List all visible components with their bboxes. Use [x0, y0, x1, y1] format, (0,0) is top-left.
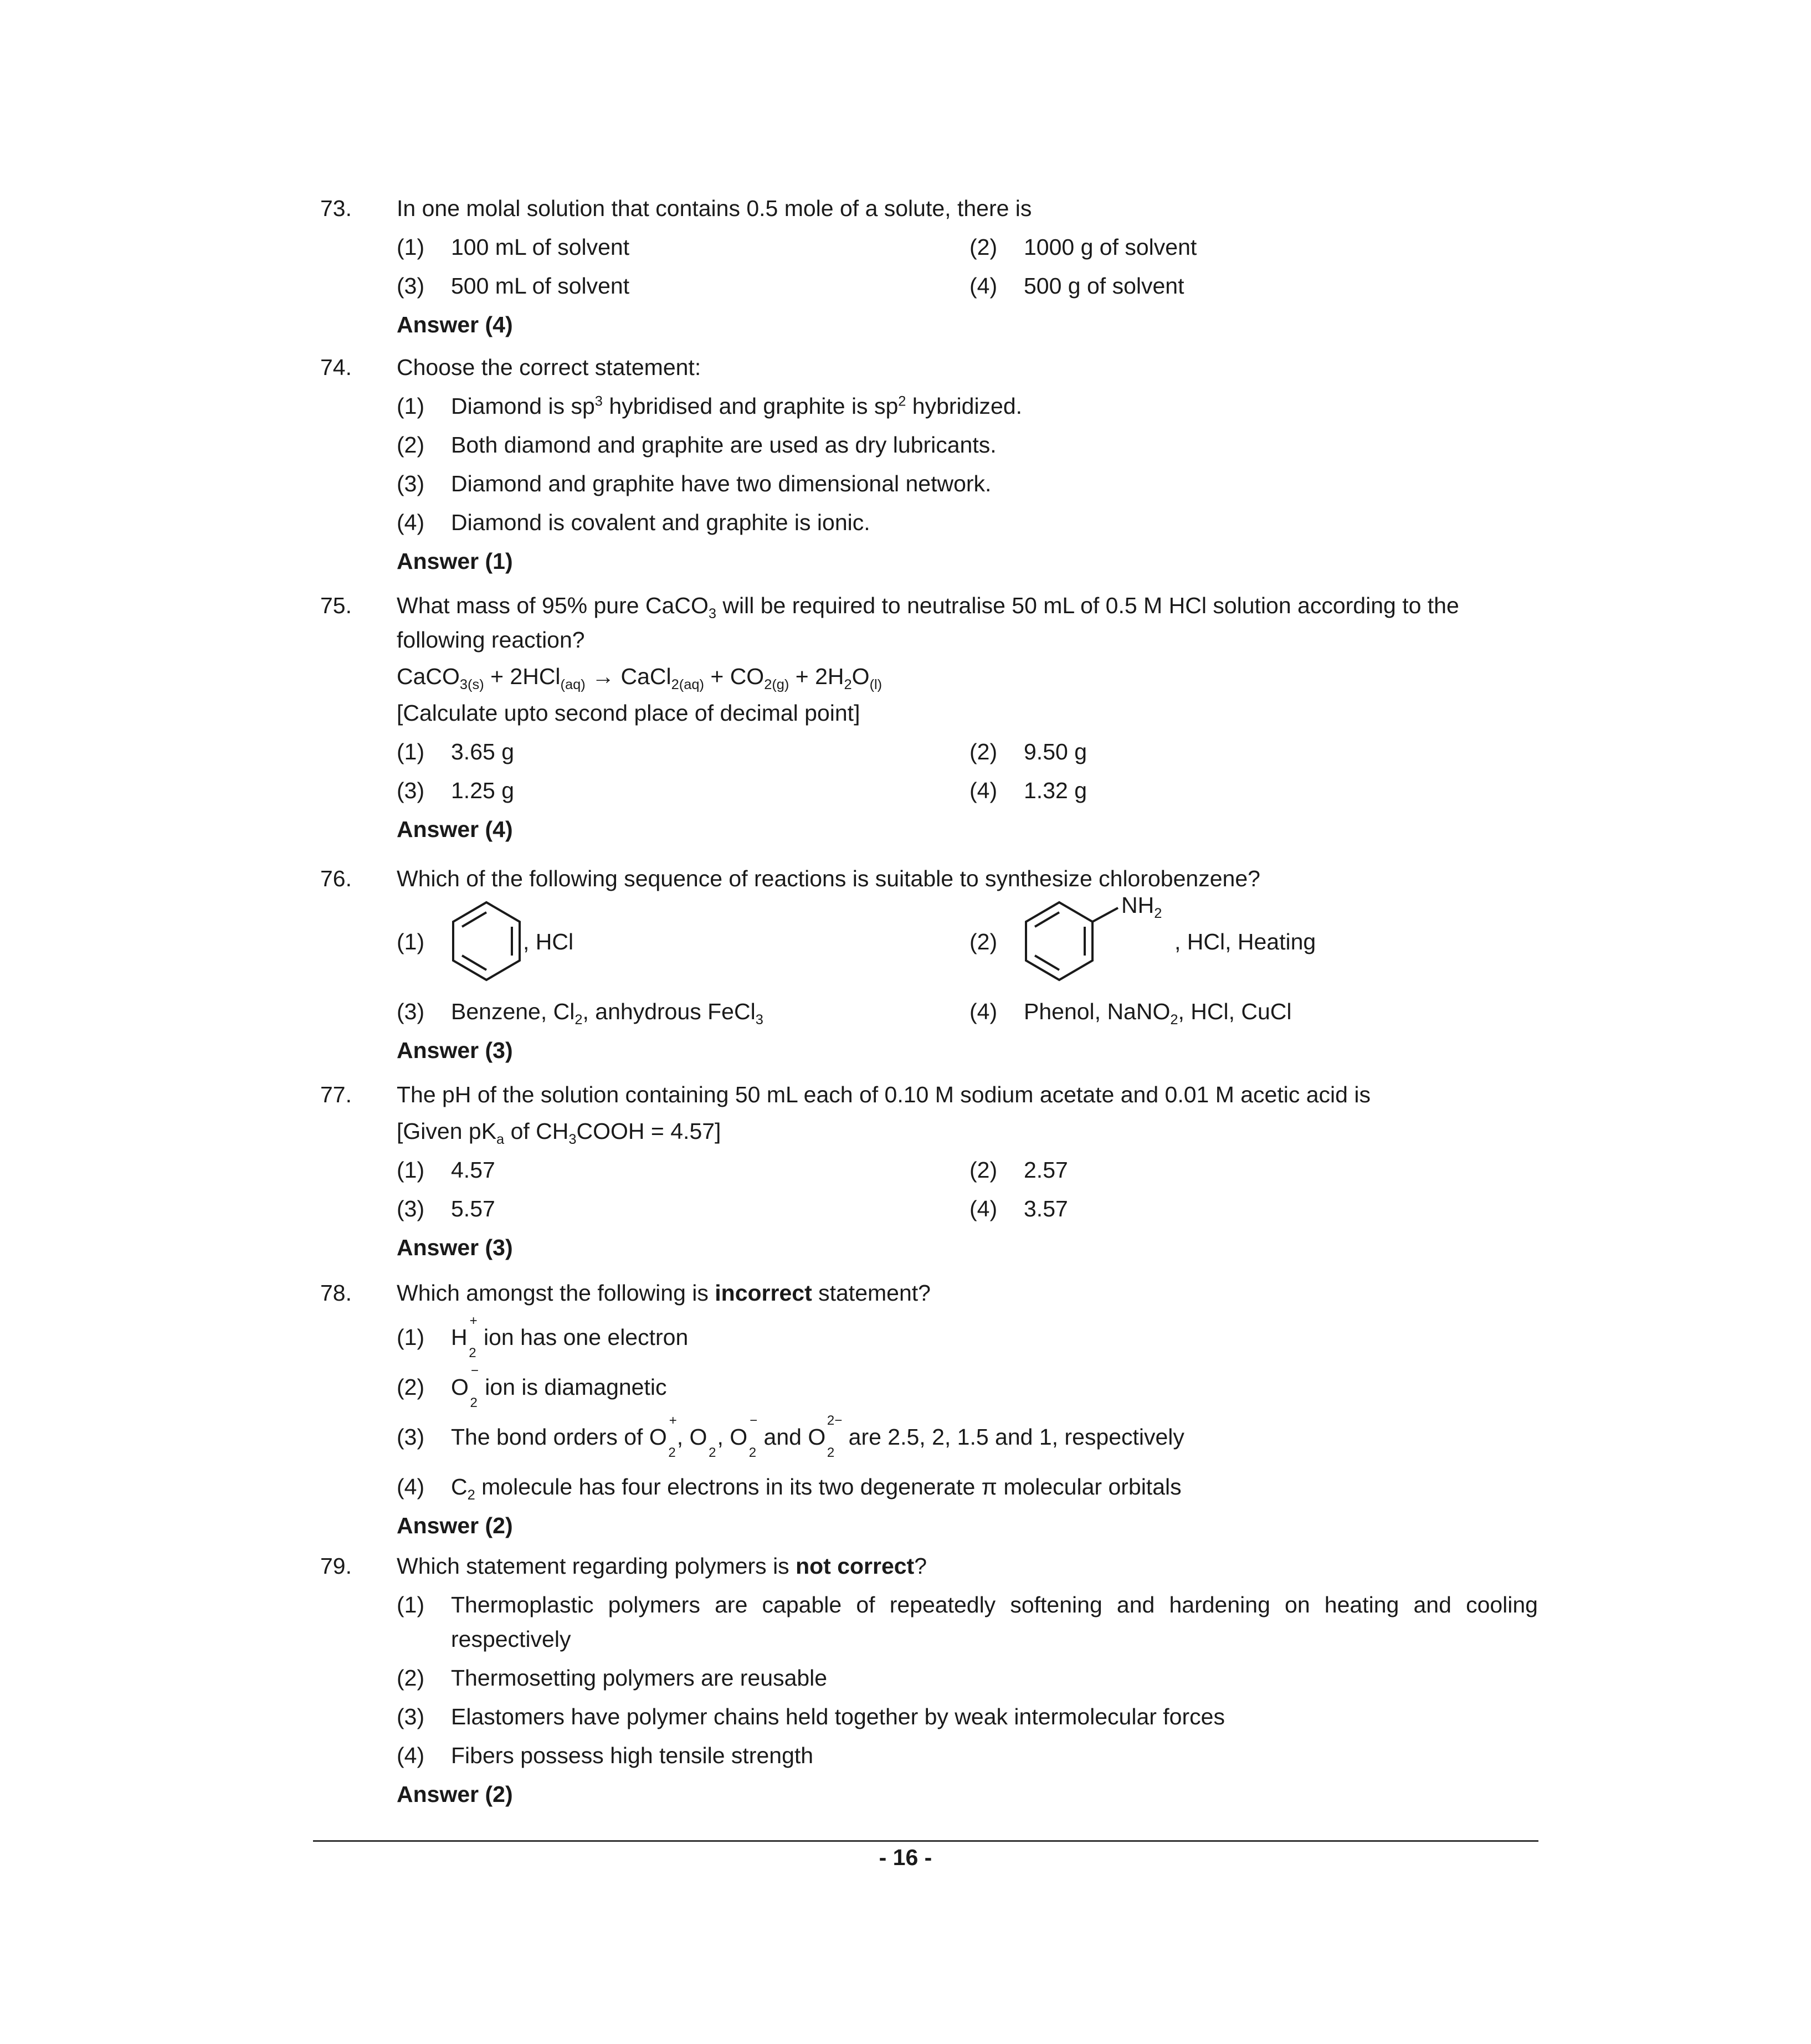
answer: Answer (1) [397, 548, 513, 574]
option-1: (1) Thermoplastic polymers are capable of repeatedly softening and hardening on heating and cooling respectively [397, 1592, 1538, 1652]
option-2: (2) $NH_2$ , HCl, Heating [969, 900, 1316, 983]
question-number: 74. [320, 355, 352, 380]
answer: Answer (3) [397, 1038, 513, 1063]
option-1: (1) H + 2 ion has one electron [397, 1313, 689, 1360]
question-73 [320, 191, 1539, 342]
question-text: What mass of 95% pure CaCO$_3$ will be required to neutralise 50 mL of 0.5 M HCl solution according to the following reaction? [397, 593, 1459, 653]
question-number: 75. [320, 593, 352, 618]
question-text: Which statement regarding polymers is not correct? [397, 1553, 927, 1579]
option-1: (1) 3.65 g [397, 739, 514, 764]
question-note: [Calculate upto second place of decimal point] [397, 700, 860, 726]
option-2: (2) 2.57 [969, 1157, 1068, 1183]
reaction-equation: CaCO$_{3(s)}$ + 2HCl$_{(aq)}$ → CaCl$_{2(aq)}$ + $CO_{2(g)} + 2H_2O_{(l)}$ [397, 664, 883, 693]
option-1: (1) 100 mL of solvent [397, 234, 630, 260]
option-2: (2) Thermosetting polymers are reusable [397, 1665, 828, 1691]
option-4: (4) 1.32 g [969, 778, 1087, 803]
h2-plus-ion: H + 2 [451, 1313, 478, 1360]
o2-plus-ion: O + 2 [649, 1413, 677, 1460]
question-74 [320, 350, 1539, 578]
option-2: (2) 9.50 g [969, 739, 1087, 764]
question-number: 76. [320, 866, 352, 891]
o2-minus-ion: O − 2 [730, 1413, 758, 1460]
question-text: In one molal solution that contains 0.5 mole of a solute, there is [397, 196, 1032, 221]
option-3: (3) The bond orders of O + 2 , O 2 , O − 2 and O 2− 2 are 2.5, 2, 1.5 and 1, respectively [397, 1413, 1184, 1460]
question-number: 79. [320, 1553, 352, 1579]
question-77 [320, 1077, 1539, 1265]
option-3: (3) Benzene, $Cl_2$, anhydrous FeCl$_3$ [397, 999, 763, 1028]
given-data: [Given $pK_a$ of $CH_3COOH = 4.57$] [397, 1118, 721, 1148]
answer: Answer (3) [397, 1235, 513, 1260]
option-3: (3) Elastomers have polymer chains held together by weak intermolecular forces [397, 1704, 1225, 1729]
question-79 [320, 1549, 1539, 1811]
option-4: (4) 3.57 [969, 1196, 1068, 1221]
question-number: 78. [320, 1280, 352, 1306]
answer: Answer (4) [397, 312, 513, 337]
option-2: (2) Both diamond and graphite are used as dry lubricants. [397, 432, 997, 458]
question-text: Choose the correct statement: [397, 355, 701, 380]
option-4: (4) Fibers possess high tensile strength [397, 1743, 814, 1768]
benzene-ring-structure [448, 900, 531, 983]
answer: Answer (4) [397, 816, 513, 842]
o2-2minus-ion: O 2− 2 [808, 1413, 843, 1460]
question-number: 73. [320, 196, 352, 221]
option-3: (3) 5.57 [397, 1196, 495, 1221]
option-3: (3) 500 mL of solvent [397, 273, 630, 299]
option-2: (2) O − 2 ion is diamagnetic [397, 1363, 667, 1410]
answer: Answer (2) [397, 1781, 513, 1807]
option-2: (2) 1000 g of solvent [969, 234, 1197, 260]
option-1: (1) 4.57 [397, 1157, 495, 1183]
option-4: (4) Phenol, NaNO$_2$, HCl, CuCl [969, 999, 1292, 1028]
option-4: (4) $C_2$ molecule has four electrons in its two degenerate π molecular orbitals [397, 1474, 1182, 1503]
option-4: (4) 500 g of solvent [969, 273, 1184, 299]
page-number: - 16 - [879, 1845, 932, 1870]
question-text: Which amongst the following is incorrect statement? [397, 1280, 931, 1306]
question-number: 77. [320, 1082, 352, 1107]
question-text: The pH of the solution containing 50 mL each of 0.10 M sodium acetate and 0.01 M acetic acid is [397, 1082, 1371, 1107]
option-3: (3) 1.25 g [397, 778, 514, 803]
o2-minus-ion: O − 2 [451, 1363, 479, 1410]
option-1: (1) , HCl [397, 900, 969, 983]
option-1: (1) Diamond is $sp^3$ hybridised and graphite is $sp^2$ hybridized. [397, 393, 1023, 419]
question-75 [320, 588, 1539, 846]
nh2-label: $NH_2$ [1121, 892, 1162, 922]
option-4: (4) Diamond is covalent and graphite is ionic. [397, 510, 870, 535]
question-text: Which of the following sequence of reactions is suitable to synthesize chlorobenzene? [397, 866, 1260, 891]
aniline-structure [1020, 900, 1131, 983]
answer: Answer (2) [397, 1513, 513, 1538]
question-76 [320, 861, 1539, 1067]
footer-divider [313, 1840, 1538, 1842]
o2-molecule: O 2 [689, 1424, 716, 1460]
question-78 [320, 1276, 1539, 1543]
option-3: (3) Diamond and graphite have two dimensional network. [397, 471, 992, 496]
